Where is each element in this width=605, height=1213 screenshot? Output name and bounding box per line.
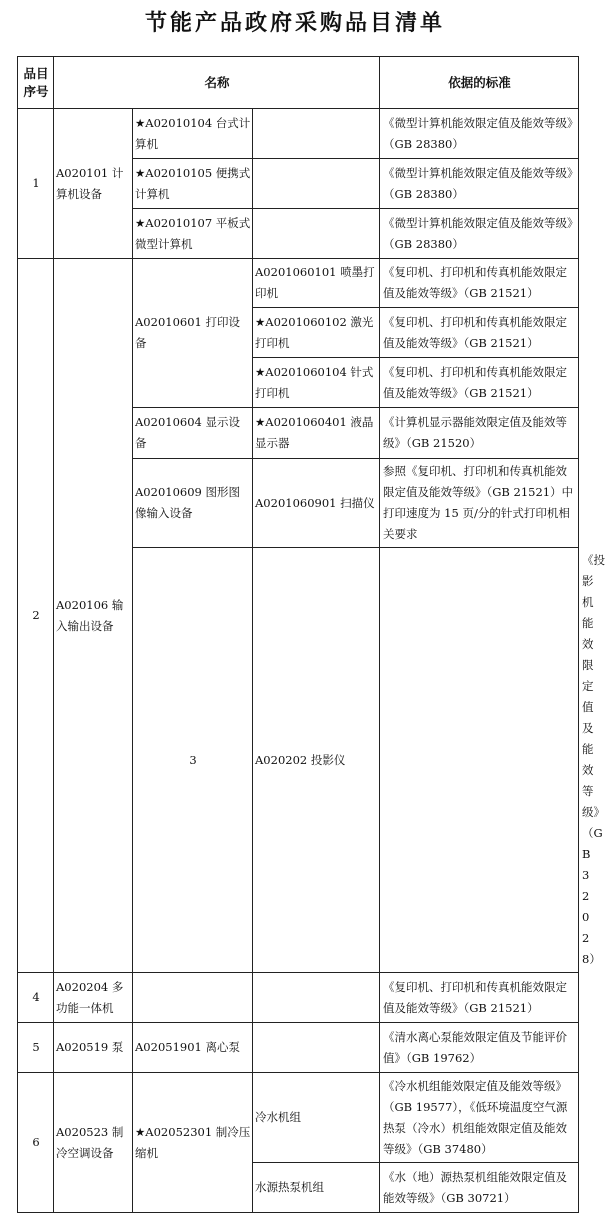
header-row [18,57,579,109]
item-number: 2 [18,259,54,973]
detail-cell: ★A0201060102 激光打印机 [253,308,380,358]
table-row [18,973,579,1023]
standard-cell: 《微型计算机能效限定值及能效等级》（GB 28380） [380,109,579,159]
subcategory-cell: A02010604 显示设备 [133,408,253,459]
standard-cell: 《复印机、打印机和传真机能效限定值及能效等级》（GB 21521） [380,308,579,358]
standard-cell: 《冷水机组能效限定值及能效等级》（GB 19577），《低环境温度空气源热泵（冷水）机组能效限定值及能效等级》（GB 37480） [380,1073,579,1163]
detail-cell [253,1023,380,1073]
item-number: 6 [18,1073,54,1213]
category-cell: A020204 多功能一体机 [54,973,133,1023]
detail-cell: ★A0201060104 针式打印机 [253,358,380,408]
item-number: 1 [18,109,54,259]
detail-cell: 冷水机组 [253,1073,380,1163]
detail-cell [253,159,380,209]
category-cell: A020519 泵 [54,1023,133,1073]
category-cell: A020523 制冷空调设备 [54,1073,133,1213]
standard-cell: 《计算机显示器能效限定值及能效等级》（GB 21520） [380,408,579,459]
table-row [18,1073,579,1163]
page-title: 节能产品政府采购品目清单 [144,11,445,36]
detail-cell: A0201060101 喷墨打印机 [253,259,380,308]
detail-cell: A0201060901 扫描仪 [253,459,380,548]
standard-cell: 《水（地）源热泵机组能效限定值及能效等级》（GB 30721） [380,1163,579,1213]
standard-cell: 《复印机、打印机和传真机能效限定值及能效等级》（GB 21521） [380,358,579,408]
standard-cell: 《清水离心泵能效限定值及节能评价值》（GB 19762） [380,1023,579,1073]
item-number: 4 [18,973,54,1023]
subcategory-cell [380,548,579,973]
subcategory-cell: ★A02052301 制冷压缩机 [133,1073,253,1213]
table-row [18,109,579,159]
subcategory-cell: ★A02010105 便携式计算机 [133,159,253,209]
detail-cell [253,109,380,159]
category-cell: A020106 输入输出设备 [54,259,133,973]
detail-cell [253,209,380,259]
subcategory-cell: A02010609 图形图像输入设备 [133,459,253,548]
standard-cell: 《复印机、打印机和传真机能效限定值及能效等级》（GB 21521） [380,973,579,1023]
item-number: 5 [18,1023,54,1073]
header-no: 品目序号 [18,57,54,109]
subcategory-cell [133,973,253,1023]
subcategory-cell: ★A02010107 平板式微型计算机 [133,209,253,259]
table-row [18,1023,579,1073]
subcategory-cell: A02010601 打印设备 [133,259,253,408]
category-cell: A020202 投影仪 [253,548,380,973]
standard-cell: 参照《复印机、打印机和传真机能效限定值及能效等级》（GB 21521）中打印速度为 15 页/分的针式打印机相关要求 [380,459,579,548]
standard-cell: 《复印机、打印机和传真机能效限定值及能效等级》（GB 21521） [380,259,579,308]
header-standard: 依据的标准 [380,57,579,109]
standard-cell: 《微型计算机能效限定值及能效等级》（GB 28380） [380,209,579,259]
detail-cell [253,973,380,1023]
catalog-table [17,56,605,1213]
detail-cell: 水源热泵机组 [253,1163,380,1213]
category-cell: A020101 计算机设备 [54,109,133,259]
subcategory-cell: ★A02010104 台式计算机 [133,109,253,159]
subcategory-cell: A02051901 离心泵 [133,1023,253,1073]
table-row: 3 A020202 投影仪 《投影机能效限定值及能效等级》（GB 32028） [18,548,579,973]
detail-cell: ★A0201060401 液晶显示器 [253,408,380,459]
standard-cell: 《微型计算机能效限定值及能效等级》（GB 28380） [380,159,579,209]
item-number: 3 [133,548,253,973]
header-name: 名称 [54,57,380,109]
table-row [18,259,579,308]
